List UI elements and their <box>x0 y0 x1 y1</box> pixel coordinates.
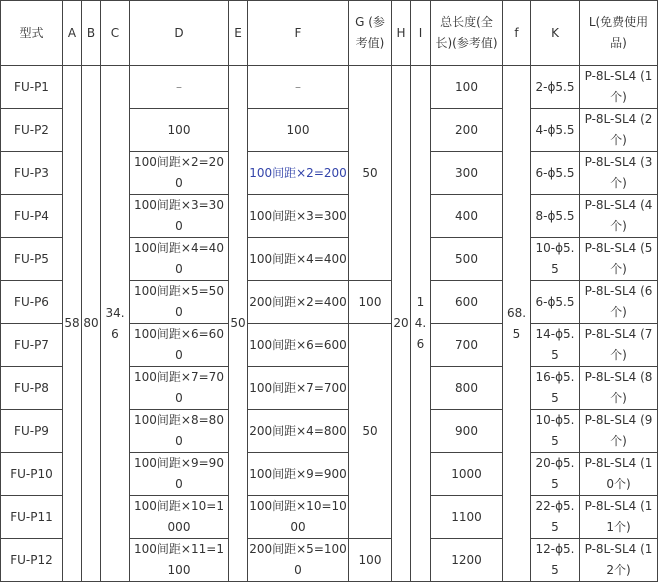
f-cell: 100间距×2=200 <box>248 152 349 195</box>
l-cell: P-8L-SL4 (10个) <box>580 453 658 496</box>
header-i: I <box>411 1 431 66</box>
d-cell: 100间距×4=400 <box>130 238 229 281</box>
total-length-cell: 400 <box>431 195 503 238</box>
l-cell: P-8L-SL4 (4个) <box>580 195 658 238</box>
g-cell: 100 <box>349 281 392 324</box>
total-length-cell: 1000 <box>431 453 503 496</box>
header-g: G (参考值) <box>349 1 392 66</box>
d-cell: 100间距×3=300 <box>130 195 229 238</box>
g-cell: 50 <box>349 324 392 539</box>
d-cell: 100间距×5=500 <box>130 281 229 324</box>
model-cell: FU-P10 <box>1 453 63 496</box>
i-cell: 14.6 <box>411 66 431 582</box>
l-cell: P-8L-SL4 (9个) <box>580 410 658 453</box>
total-length-cell: 600 <box>431 281 503 324</box>
total-length-cell: 800 <box>431 367 503 410</box>
k-cell: 22-ϕ5.5 <box>531 496 580 539</box>
model-cell: FU-P12 <box>1 539 63 582</box>
d-cell: – <box>130 66 229 109</box>
d-cell: 100间距×6=600 <box>130 324 229 367</box>
model-cell: FU-P7 <box>1 324 63 367</box>
f-cell: 200间距×2=400 <box>248 281 349 324</box>
total-length-cell: 1100 <box>431 496 503 539</box>
k-cell: 10-ϕ5.5 <box>531 238 580 281</box>
model-cell: FU-P5 <box>1 238 63 281</box>
k-cell: 8-ϕ5.5 <box>531 195 580 238</box>
k-cell: 6-ϕ5.5 <box>531 152 580 195</box>
total-length-cell: 300 <box>431 152 503 195</box>
total-length-cell: 500 <box>431 238 503 281</box>
d-cell: 100间距×9=900 <box>130 453 229 496</box>
model-cell: FU-P11 <box>1 496 63 539</box>
header-l: L(免费使用品) <box>580 1 658 66</box>
header-f: F <box>248 1 349 66</box>
c-cell: 34.6 <box>101 66 130 582</box>
header-small-f: f <box>503 1 531 66</box>
header-model: 型式 <box>1 1 63 66</box>
d-cell: 100间距×2=200 <box>130 152 229 195</box>
l-cell: P-8L-SL4 (5个) <box>580 238 658 281</box>
model-cell: FU-P4 <box>1 195 63 238</box>
g-cell: 50 <box>349 66 392 281</box>
d-cell: 100 <box>130 109 229 152</box>
k-cell: 12-ϕ5.5 <box>531 539 580 582</box>
model-cell: FU-P6 <box>1 281 63 324</box>
b-cell: 80 <box>82 66 101 582</box>
header-c: C <box>101 1 130 66</box>
f-cell: 100间距×9=900 <box>248 453 349 496</box>
model-cell: FU-P8 <box>1 367 63 410</box>
d-cell: 100间距×11=1100 <box>130 539 229 582</box>
h-cell: 20 <box>392 66 411 582</box>
d-cell: 100间距×8=800 <box>130 410 229 453</box>
l-cell: P-8L-SL4 (3个) <box>580 152 658 195</box>
f-cell: – <box>248 66 349 109</box>
a-cell: 58 <box>63 66 82 582</box>
header-d: D <box>130 1 229 66</box>
model-cell: FU-P9 <box>1 410 63 453</box>
l-cell: P-8L-SL4 (12个) <box>580 539 658 582</box>
g-cell: 100 <box>349 539 392 582</box>
model-cell: FU-P3 <box>1 152 63 195</box>
k-cell: 10-ϕ5.5 <box>531 410 580 453</box>
l-cell: P-8L-SL4 (2个) <box>580 109 658 152</box>
total-length-cell: 1200 <box>431 539 503 582</box>
model-cell: FU-P2 <box>1 109 63 152</box>
k-cell: 2-ϕ5.5 <box>531 66 580 109</box>
f-cell: 100间距×10=1000 <box>248 496 349 539</box>
f-cell: 100间距×7=700 <box>248 367 349 410</box>
f-cell: 100间距×4=400 <box>248 238 349 281</box>
f-cell: 200间距×5=1000 <box>248 539 349 582</box>
table-row <box>1 66 658 109</box>
total-length-cell: 100 <box>431 66 503 109</box>
f-cell: 200间距×4=800 <box>248 410 349 453</box>
total-length-cell: 700 <box>431 324 503 367</box>
d-cell: 100间距×7=700 <box>130 367 229 410</box>
e-cell: 50 <box>229 66 248 582</box>
f-cell: 100间距×6=600 <box>248 324 349 367</box>
l-cell: P-8L-SL4 (8个) <box>580 367 658 410</box>
k-cell: 20-ϕ5.5 <box>531 453 580 496</box>
total-length-cell: 200 <box>431 109 503 152</box>
k-cell: 6-ϕ5.5 <box>531 281 580 324</box>
l-cell: P-8L-SL4 (7个) <box>580 324 658 367</box>
l-cell: P-8L-SL4 (11个) <box>580 496 658 539</box>
k-cell: 4-ϕ5.5 <box>531 109 580 152</box>
f-cell: 100间距×3=300 <box>248 195 349 238</box>
d-cell: 100间距×10=1000 <box>130 496 229 539</box>
model-cell: FU-P1 <box>1 66 63 109</box>
small-f-cell: 68.5 <box>503 66 531 582</box>
total-length-cell: 900 <box>431 410 503 453</box>
k-cell: 14-ϕ5.5 <box>531 324 580 367</box>
f-cell: 100 <box>248 109 349 152</box>
header-k: K <box>531 1 580 66</box>
l-cell: P-8L-SL4 (6个) <box>580 281 658 324</box>
l-cell: P-8L-SL4 (1个) <box>580 66 658 109</box>
header-e: E <box>229 1 248 66</box>
header-total-length: 总长度(全长)(参考值) <box>431 1 503 66</box>
header-a: A <box>63 1 82 66</box>
header-b: B <box>82 1 101 66</box>
header-h: H <box>392 1 411 66</box>
k-cell: 16-ϕ5.5 <box>531 367 580 410</box>
